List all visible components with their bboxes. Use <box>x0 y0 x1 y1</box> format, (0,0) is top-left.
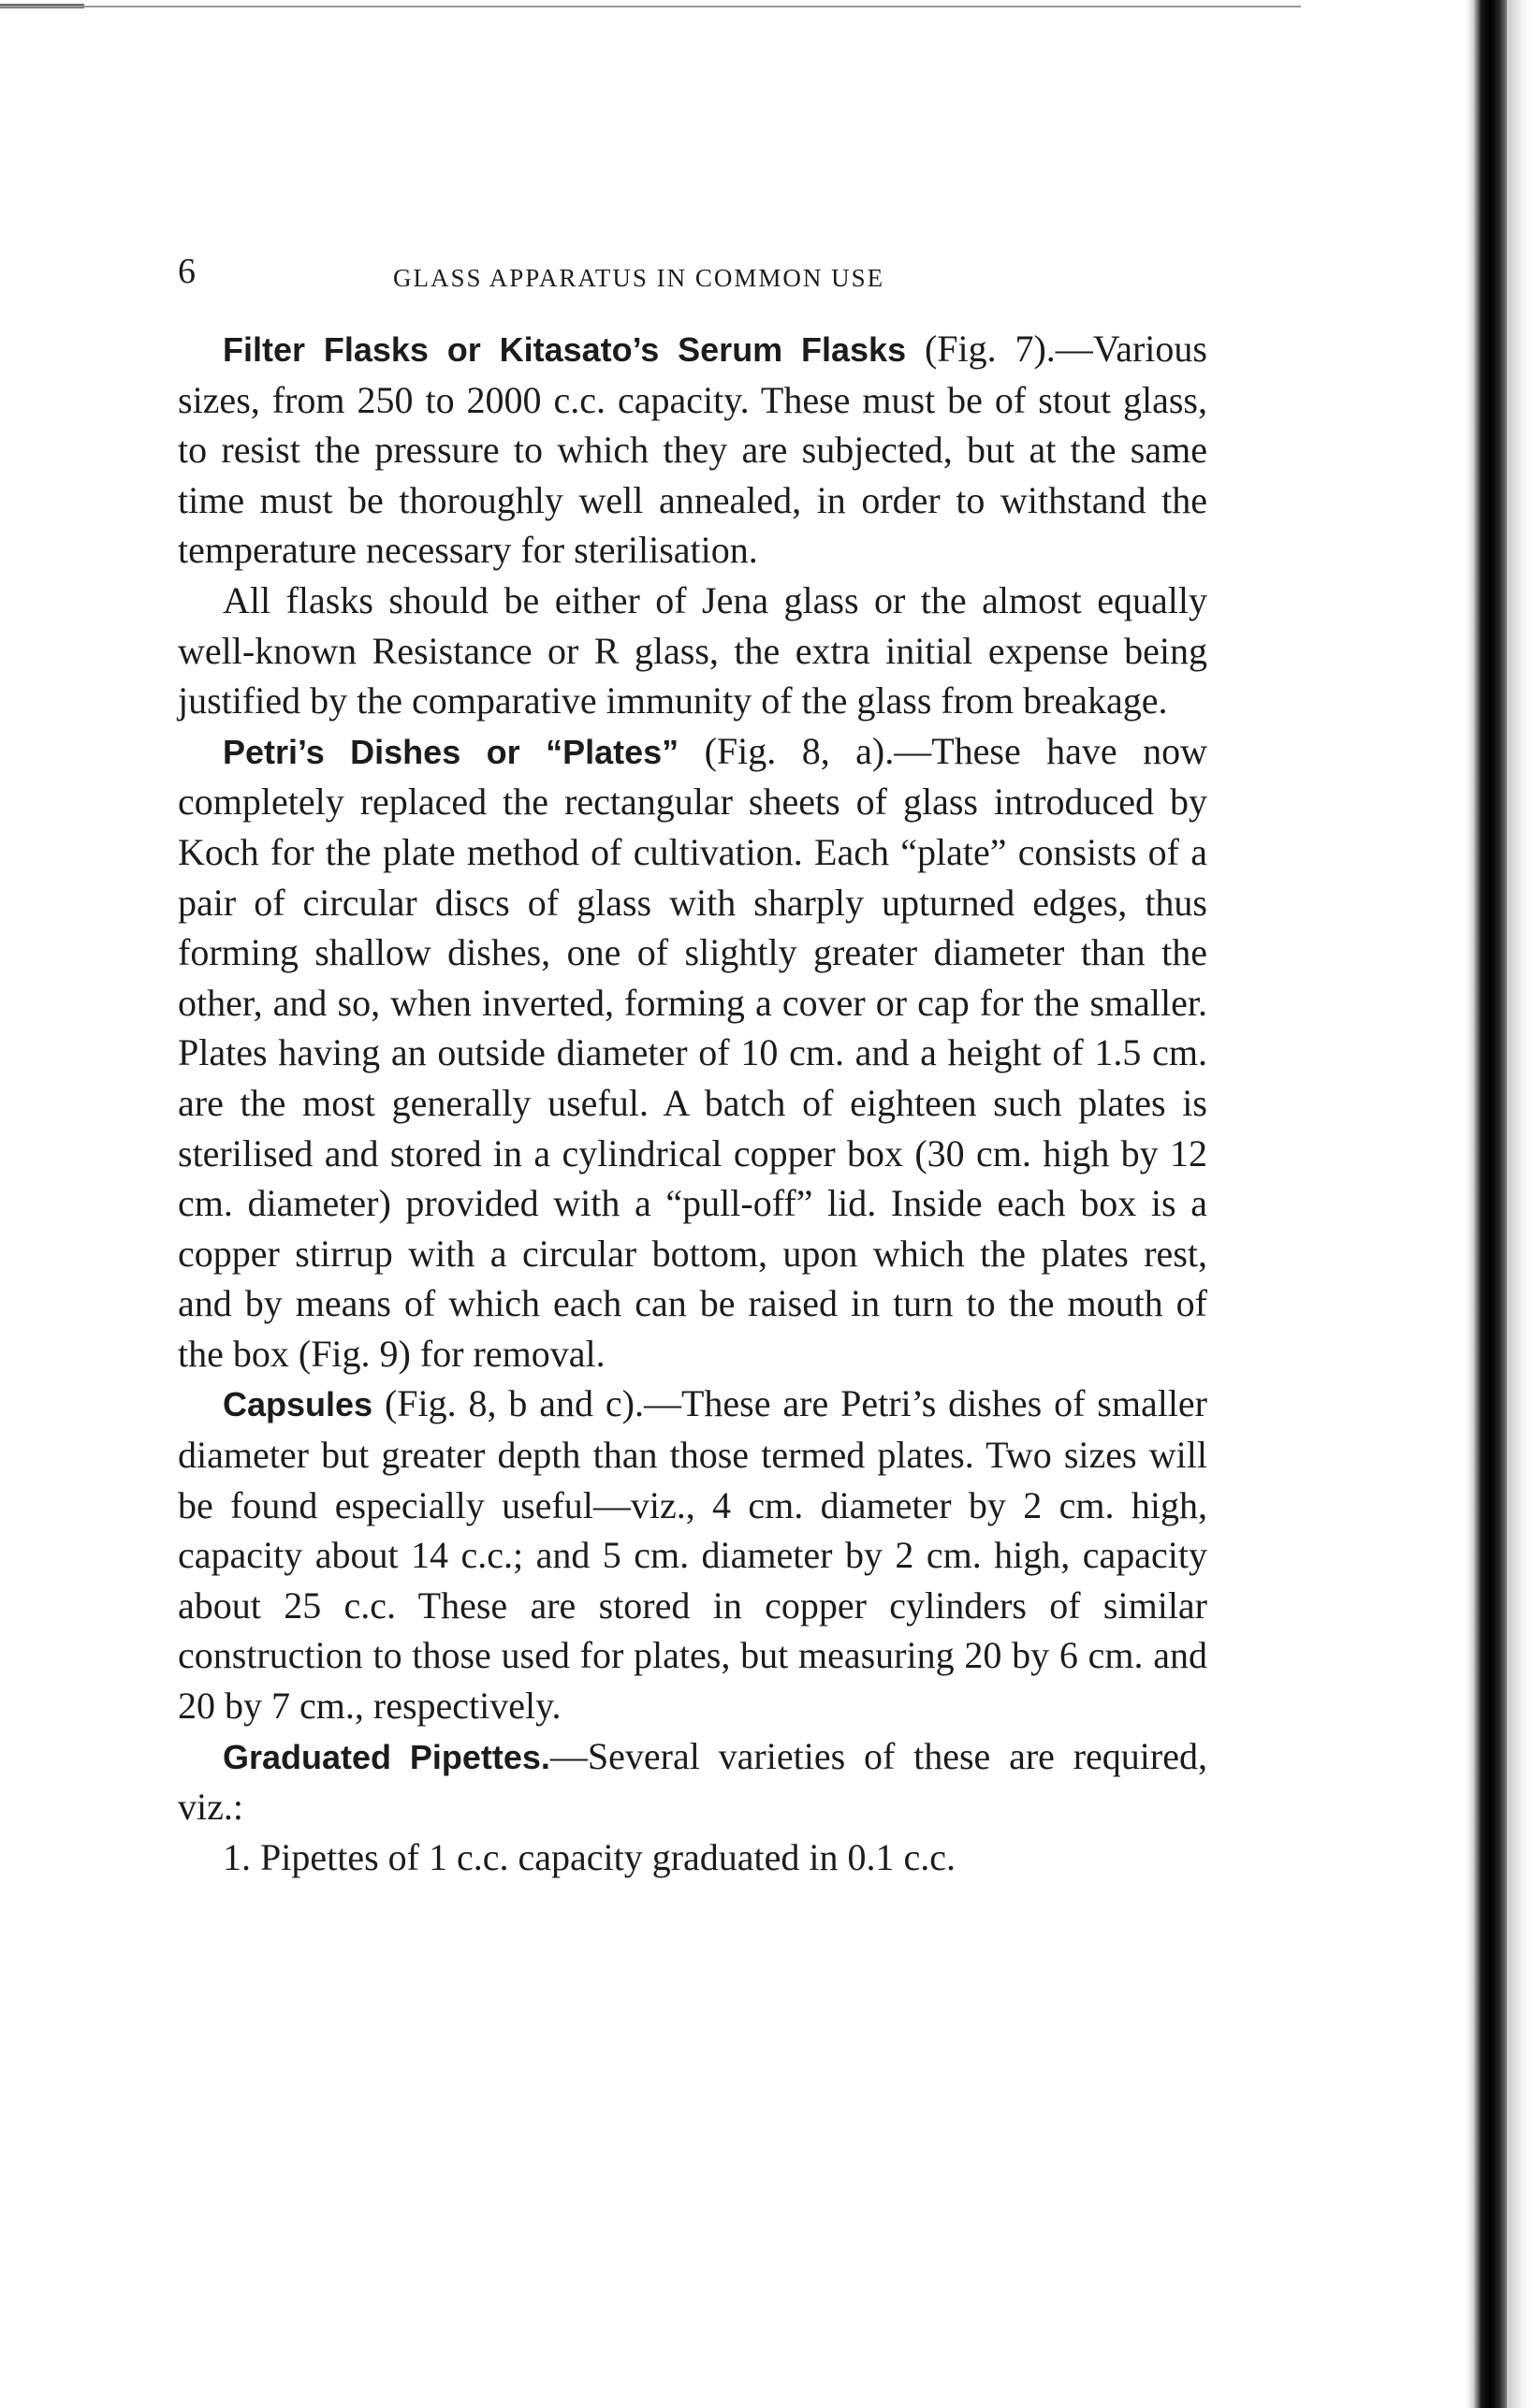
paragraph-filter-flasks <box>178 324 1207 576</box>
book-page <box>178 251 1207 1882</box>
text-petri-dishes: (Fig. 8, a).—These have now completely replaced the rectangular sheets of glass introduced by Koch for the plate method of cultivation. Each “plate” consists of a pair of circular discs of glass with sharply upturned edges, thus forming shallow dishes, one of slightly greater diameter than the other, and so, when inverted, forming a cover or cap for the smaller. Plates having an outside diameter of 10 cm. and a height of 1.5 cm. are the most generally useful. A batch of eighteen such plates is sterilised and stored in a cylindrical copper box (30 cm. high by 12 cm. diameter) provided with a “pull-off” lid. Inside each box is a copper stirrup with a circular bottom, upon which the plates rest, and by means of which each can be raised in turn to the mouth of the box (Fig. 9) for removal. <box>178 729 1207 1375</box>
paragraph-petri-dishes <box>178 726 1207 1379</box>
heading-filter-flasks: Filter Flasks or Kitasato’s Serum Flasks <box>223 330 907 369</box>
page-margin-edge <box>1507 0 1533 2408</box>
heading-graduated-pipettes: Graduated Pipettes. <box>223 1737 550 1776</box>
heading-petri-dishes: Petri’s Dishes or “Plates” <box>223 732 679 771</box>
text-all-flasks: All flasks should be either of Jena glass or the almost equally well-known Resistance or R glass, the extra initial expense being justified by the comparative immunity of the glass from breakage. <box>178 578 1207 722</box>
text-capsules: (Fig. 8, b and c).—These are Petri’s dishes of smaller diameter but greater depth than those termed plates. Two sizes will be found especially useful—viz., 4 cm. diameter by 2 cm. high, capacity about 14 c.c.; and 5 cm. diameter by 2 cm. high, capacity about 25 c.c. These are stored in copper cylinders of similar construction to those used for plates, but measuring 20 by 6 cm. and 20 by 7 cm., respectively. <box>178 1382 1207 1728</box>
text-filter-flasks: (Fig. 7).—Various sizes, from 250 to 2000 c.c. capacity. These must be of stout glass, to resist the pressure to which they are subjected, but at the same time must be thoroughly well annealed, in order to withstand the temperature necessary for sterilisation. <box>178 328 1207 572</box>
heading-capsules: Capsules <box>223 1385 373 1424</box>
scan-top-edge <box>0 6 1301 7</box>
list-item-pipettes-1cc: 1. Pipettes of 1 c.c. capacity graduated in 0.1 c.c. <box>223 1835 956 1878</box>
paragraph-all-flasks <box>178 576 1207 726</box>
book-binding-edge <box>1466 0 1507 2408</box>
running-head <box>178 251 1207 307</box>
paragraph-graduated-pipettes <box>178 1731 1207 1832</box>
running-title: GLASS APPARATUS IN COMMON USE <box>393 264 885 292</box>
text-graduated-pipettes: —Several varieties of these are required, viz.: <box>178 1734 1207 1829</box>
page-number: 6 <box>178 252 196 291</box>
paragraph-capsules <box>178 1379 1207 1730</box>
